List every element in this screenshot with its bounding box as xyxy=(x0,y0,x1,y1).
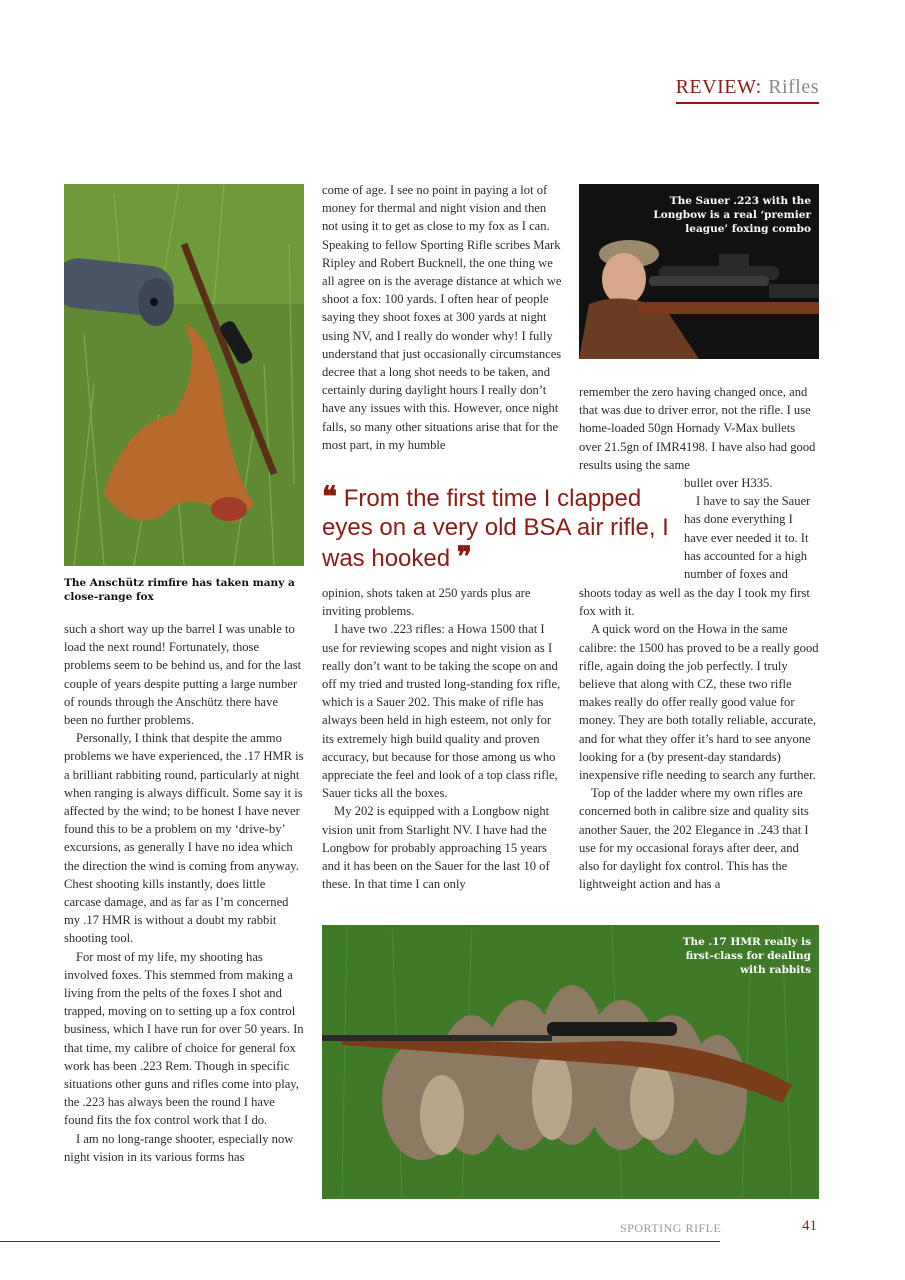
article-column-2-top xyxy=(322,181,564,454)
page-number: 41 xyxy=(802,1218,817,1234)
paragraph: I have to say the Sauer has done everything I have ever needed it to. It has accounted for a high number of foxes and xyxy=(684,494,811,582)
sauer-photo xyxy=(579,184,819,359)
paragraph: opinion, shots taken at 250 yards plus are inviting problems. xyxy=(322,586,531,619)
rabbits-photo xyxy=(322,925,819,1199)
paragraph: shoots today as well as the day I took my first fox with it. xyxy=(579,586,810,619)
sauer-photo-caption: The Sauer .223 with the Longbow is a real ‘premier league’ foxing combo xyxy=(653,195,811,235)
paragraph: For most of my life, my shooting has involved foxes. This stemmed from making a living from the pelts of the foxes I shot and trapped, moving on to setting up a fox control business, which I have run for over 50 years. In that time, my calibre of choice for general fox work has been .223 Rem. Though in specific situations other guns and rifles come into play, the .223 has always been the round I have found fits the fox control work that I do. xyxy=(64,949,304,1128)
paragraph: come of age. I see no point in paying a lot of money for thermal and night vision and then not using it to get as close to my fox as I can. Speaking to fellow Sporting Rifle scribes Mark Ripley and Robert Bucknell, the one thing we all agree on is the average distance at which we shoot a fox: 100 yards. I often hear of people saying they shoot foxes at 300 yards at night using NV, and I really do wonder why! I fully understand that just occasionally circumstances decree that a long shot needs to be taken, and certainly during daylight hours I really don’t have any issues with this. However, once night falls, so many other situations arise that for the most part, in my humble xyxy=(322,183,562,452)
paragraph: I am no long-range shooter, especially now night vision in its various forms has xyxy=(64,1131,294,1164)
pull-quote-text: From the first time I clapped eyes on a very old BSA air rifle, I was hooked xyxy=(322,485,669,572)
close-quote-mark: ❞ xyxy=(456,540,472,573)
fox-photo-caption: The Anschütz rimfire has taken many a close-range fox xyxy=(64,577,295,603)
section-header xyxy=(676,76,819,104)
article-column-2-bottom xyxy=(322,584,564,893)
section-label: REVIEW: xyxy=(675,76,762,98)
footer-rule xyxy=(0,1241,720,1242)
magazine-name: SPORTING RIFLE xyxy=(620,1221,722,1235)
section-topic: Rifles xyxy=(768,76,819,98)
fox-photo xyxy=(64,184,304,566)
paragraph: Top of the ladder where my own rifles are concerned both in calibre size and quality sits another Sauer, the 202 Elegance in .243 that I use for my occasional forays after deer, and also for daylight fox control. This has the lightweight action and has a xyxy=(579,786,809,892)
article-column-3-narrow xyxy=(684,474,819,583)
paragraph: A quick word on the Howa in the same calibre: the 1500 has proved to be a really good rifle, again doing the job perfectly. I truly believe that along with CZ, these two rifle makes really do offer really good value for money. They are both totally reliable, accurate, and for what they offer it’s hard to see anyone looking for a (by present-day standards) inexpensive rifle needing to search any further. xyxy=(579,622,819,783)
rabbits-photo-caption: The .17 HMR really is first-class for dealing with rabbits xyxy=(682,936,811,976)
paragraph: remember the zero having changed once, and that was due to driver error, not the rifle. I use home-loaded 50gn Hornady V-Max bullets over 21.5gn of IMR4198. I have also had good results using the same xyxy=(579,385,816,472)
article-column-3-top xyxy=(579,383,819,474)
paragraph: Personally, I think that despite the ammo problems we have experienced, the .17 HMR is a brilliant rabbiting round, particularly at night when ranging is always difficult. Some say it is affected by the wind; to be honest I have never found this to be a problem on my ‘drive-by’ excursions, as generally I have no idea which the direction the wind is coming from anyway. Chest shooting kills instantly, does little carcase damage, and as far as I’m concerned my .17 HMR is without a doubt my rabbit shooting tool. xyxy=(64,731,304,946)
article-column-1 xyxy=(64,620,304,1166)
article-column-3-bottom xyxy=(579,584,819,893)
open-quote-mark: ❝ xyxy=(322,480,338,513)
pull-quote xyxy=(322,482,672,573)
paragraph: My 202 is equipped with a Longbow night vision unit from Starlight NV. I have had the Longbow for probably approaching 15 years and it has been on the Sauer for the last 10 of these. In that time I can only xyxy=(322,804,550,892)
paragraph: bullet over H335. xyxy=(684,476,773,490)
paragraph: I have two .223 rifles: a Howa 1500 that I use for reviewing scopes and night vision as I really don’t want to be taking the scope on and off my tried and trusted long-standing fox rifle, which is a Sauer 202. This make of rifle has always been held in high esteem, not only for its extremely high build quality and proven accuracy, but because for those among us who appreciate the feel and look of a top class rifle, Sauer ticks all the boxes. xyxy=(322,622,561,801)
paragraph: such a short way up the barrel I was unable to load the next round! Fortunately, those problems seem to be behind us, and for the last couple of years despite putting a large number of rounds through the Anschütz there have been no further problems. xyxy=(64,622,302,728)
